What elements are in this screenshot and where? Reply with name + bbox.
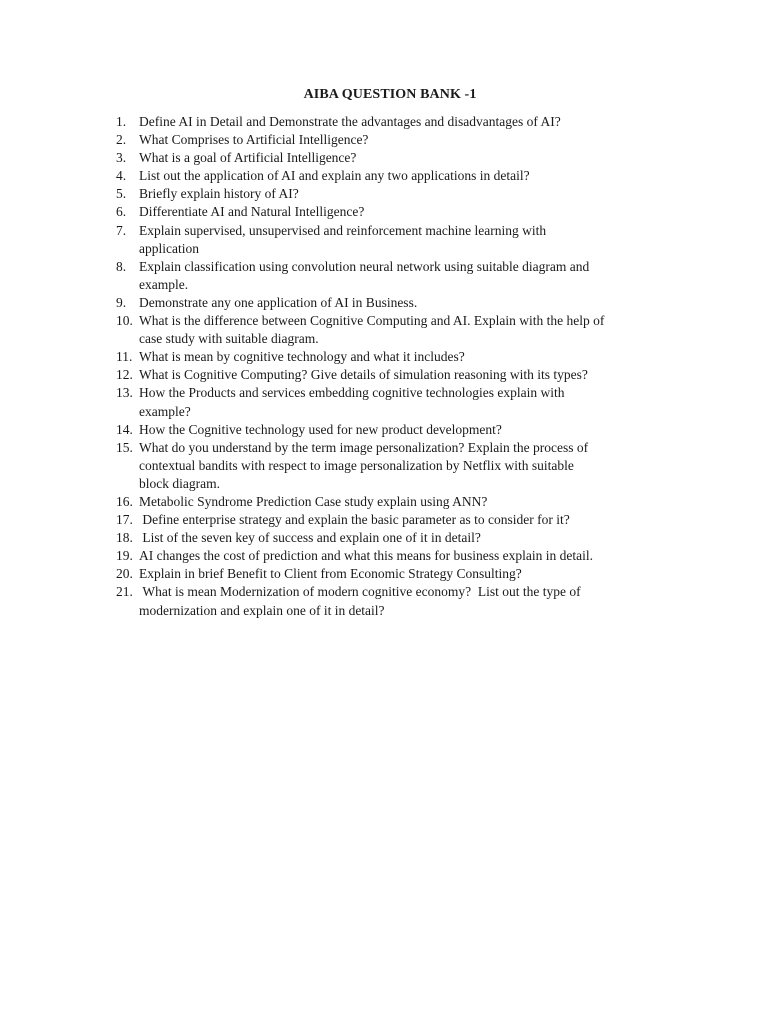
question-text: [139, 203, 686, 221]
question-number: 18.: [116, 530, 133, 546]
question-item: [116, 493, 686, 511]
question-number: 6.: [116, 204, 127, 220]
question-text-line: How the Cognitive technology used for new product development?: [139, 421, 502, 437]
question-text: [139, 421, 686, 439]
question-number: 10.: [116, 313, 133, 329]
question-text: [139, 529, 686, 547]
question-item: [116, 203, 686, 221]
question-text: [139, 348, 686, 366]
question-text-line: example.: [139, 276, 189, 292]
question-text-line: contextual bandits with respect to image personalization by Netflix with suitable: [139, 457, 574, 473]
question-item: [116, 565, 686, 583]
question-text-line: Explain in brief Benefit to Client from Economic Strategy Consulting?: [139, 566, 522, 582]
question-text: [139, 583, 686, 619]
question-text-line: List out the application of AI and explain any two applications in detail?: [139, 168, 530, 184]
question-number: 9.: [116, 294, 127, 310]
question-text-line: List of the seven key of success and explain one of it in detail?: [139, 530, 481, 546]
question-text-line: What is the difference between Cognitive Computing and AI. Explain with the help of: [139, 313, 605, 329]
question-item: [116, 511, 686, 529]
question-item: [116, 131, 686, 149]
question-number: 14.: [116, 421, 133, 437]
question-number: 11.: [116, 349, 133, 365]
question-number: 12.: [116, 367, 133, 383]
question-text: [139, 113, 686, 131]
question-number: 15.: [116, 439, 133, 455]
question-text: [139, 439, 686, 493]
question-number: 8.: [116, 258, 127, 274]
question-number: 19.: [116, 548, 133, 564]
question-text: [139, 312, 686, 348]
question-text: [139, 384, 686, 420]
question-text: [139, 565, 686, 583]
question-number: 16.: [116, 493, 133, 509]
question-item: [116, 547, 686, 565]
question-text-line: Briefly explain history of AI?: [139, 186, 299, 202]
question-number: 2.: [116, 132, 127, 148]
question-item: [116, 149, 686, 167]
document-title: AIBA QUESTION BANK -1: [303, 87, 477, 102]
question-text-line: Explain supervised, unsupervised and reinforcement machine learning with: [139, 222, 547, 238]
question-number: 13.: [116, 385, 133, 401]
question-number: 21.: [116, 584, 133, 600]
question-item: [116, 348, 686, 366]
question-item: [116, 294, 686, 312]
question-text-line: case study with suitable diagram.: [139, 331, 319, 347]
question-text-line: Differentiate AI and Natural Intelligence?: [139, 204, 365, 220]
question-item: [116, 258, 686, 294]
question-text: [139, 366, 686, 384]
question-text: [139, 258, 686, 294]
question-number: 20.: [116, 566, 133, 582]
question-item: [116, 113, 686, 131]
question-item: [116, 185, 686, 203]
question-text: [139, 493, 686, 511]
question-item: [116, 222, 686, 258]
question-number: 17.: [116, 512, 133, 528]
question-text: [139, 294, 686, 312]
question-text: [139, 167, 686, 185]
question-list: [116, 113, 686, 620]
question-item: [116, 421, 686, 439]
question-text: [139, 511, 686, 529]
question-text-line: Define enterprise strategy and explain the basic parameter as to consider for it?: [139, 512, 570, 528]
question-text-line: Demonstrate any one application of AI in Business.: [139, 294, 418, 310]
question-number: 1.: [116, 114, 127, 129]
question-text-line: block diagram.: [139, 475, 220, 491]
question-text-line: What is a goal of Artificial Intelligence?: [139, 150, 357, 166]
question-text: [139, 547, 686, 565]
question-item: [116, 167, 686, 185]
question-text-line: How the Products and services embedding cognitive technologies explain with: [139, 385, 565, 401]
question-number: 4.: [116, 168, 127, 184]
question-text-line: AI changes the cost of prediction and what this means for business explain in detail.: [139, 548, 594, 564]
question-text-line: Explain classification using convolution neural network using suitable diagram and: [139, 258, 590, 274]
question-text-line: Define AI in Detail and Demonstrate the advantages and disadvantages of AI?: [139, 114, 561, 129]
question-item: [116, 312, 686, 348]
question-item: [116, 529, 686, 547]
question-text-line: example?: [139, 403, 191, 419]
question-number: 7.: [116, 222, 127, 238]
question-number: 3.: [116, 150, 127, 166]
question-item: [116, 583, 686, 619]
question-text-line: Metabolic Syndrome Prediction Case study explain using ANN?: [139, 493, 488, 509]
question-text-line: What is mean by cognitive technology and what it includes?: [139, 349, 465, 365]
question-text-line: What is mean Modernization of modern cognitive economy? List out the type of: [139, 584, 581, 600]
question-text-line: What is Cognitive Computing? Give details of simulation reasoning with its types?: [139, 367, 588, 383]
question-item: [116, 439, 686, 493]
question-number: 5.: [116, 186, 127, 202]
question-text: [139, 131, 686, 149]
question-text-line: What do you understand by the term image personalization? Explain the process of: [139, 439, 589, 455]
question-text-line: application: [139, 240, 199, 256]
question-text-line: modernization and explain one of it in detail?: [139, 602, 385, 618]
question-text: [139, 149, 686, 167]
question-item: [116, 366, 686, 384]
question-text: [139, 185, 686, 203]
question-text-line: What Comprises to Artificial Intelligence?: [139, 132, 369, 148]
question-item: [116, 384, 686, 420]
question-text: [139, 222, 686, 258]
